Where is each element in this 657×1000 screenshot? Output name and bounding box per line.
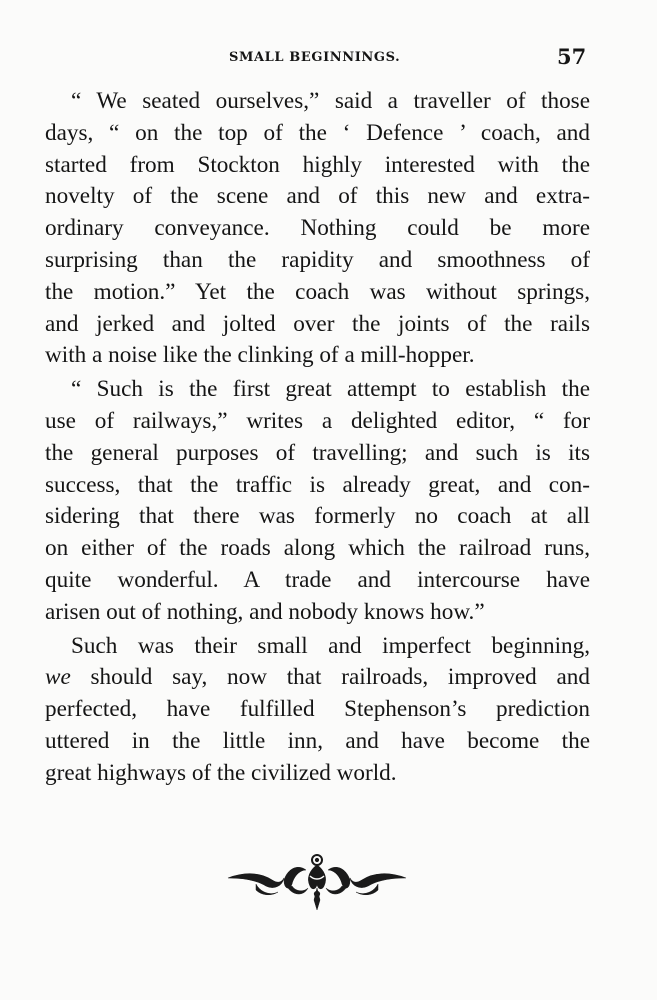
text-line: started from Stockton highly interested with the <box>45 151 590 178</box>
text-line: success, that the traffic is already great, and con- <box>45 471 590 498</box>
text-line: sidering that there was formerly no coach at all <box>45 503 590 530</box>
running-head-title: SMALL BEGINNINGS. <box>229 50 401 65</box>
paragraph-2 <box>45 374 590 628</box>
text-line: “ We seated ourselves,” said a traveller of those <box>71 88 590 114</box>
text-line: the motion.” Yet the coach was without springs, <box>45 278 590 305</box>
page-number: 57 <box>557 44 587 69</box>
text-line: uttered in the little inn, and have become the <box>45 727 590 754</box>
text-line: surprising than the rapidity and smoothness of <box>45 246 590 273</box>
text-line: great highways of the civilized world. <box>45 759 397 786</box>
text-line-rest: should say, now that railroads, improved and <box>70 664 590 691</box>
text-line: arisen out of nothing, and nobody knows how.” <box>45 598 485 625</box>
text-line: and jerked and jolted over the joints of the rails <box>45 310 590 337</box>
text-line: perfected, have fulfilled Stephenson’s prediction <box>45 696 590 723</box>
paragraph-1 <box>45 86 590 372</box>
text-line: ordinary conveyance. Nothing could be more <box>45 215 590 242</box>
emphasized-word: we <box>45 664 71 691</box>
body-text <box>45 86 590 790</box>
text-line: the general purposes of travelling; and such is its <box>45 439 590 466</box>
paragraph-3 <box>45 631 590 790</box>
text-line: on either of the roads along which the railroad runs, <box>45 535 590 562</box>
text-line: “ Such is the first great attempt to establish the <box>71 376 590 403</box>
running-head <box>0 44 657 74</box>
text-line: novelty of the scene and of this new and extra- <box>45 183 590 210</box>
text-line-with-emphasis <box>45 662 590 694</box>
text-line: Such was their small and imperfect beginning, <box>71 632 590 659</box>
text-line: quite wonderful. A trade and intercourse have <box>45 566 590 593</box>
text-line: with a noise like the clinking of a mill-hopper. <box>45 342 475 369</box>
tailpiece-ornament-icon <box>226 850 408 912</box>
text-line: use of railways,” writes a delighted editor, “ for <box>45 407 590 434</box>
text-line: days, “ on the top of the ‘ Defence ’ coach, and <box>45 119 590 146</box>
